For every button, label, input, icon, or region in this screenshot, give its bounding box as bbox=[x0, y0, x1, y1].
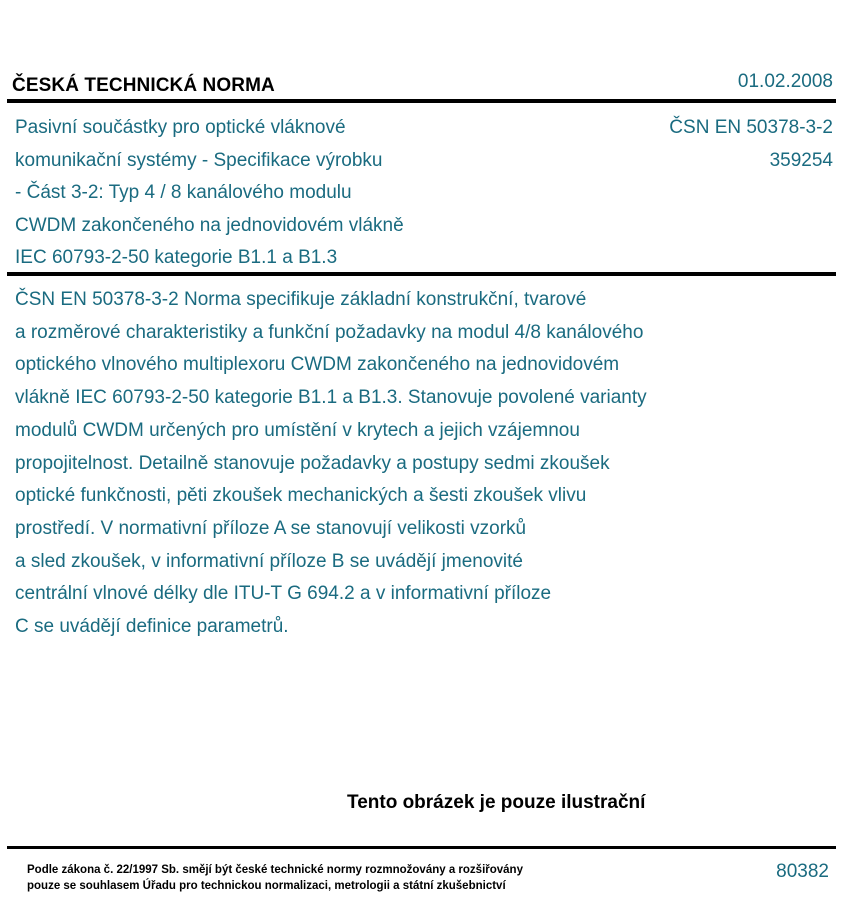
legal-line: pouze se souhlasem Úřadu pro technickou normalizaci, metrologii a státní zkušebnictví bbox=[27, 880, 506, 892]
abstract-line: prostředí. V normativní příloze A se stanovují velikosti vzorků bbox=[15, 517, 527, 539]
standard-title bbox=[15, 112, 404, 275]
title-line: IEC 60793-2-50 kategorie B1.1 a B1.3 bbox=[15, 247, 338, 268]
title-line: Pasivní součástky pro optické vláknové bbox=[15, 117, 346, 138]
footer-rule bbox=[7, 846, 836, 849]
standard-number: ČSN EN 50378-3-2 bbox=[669, 117, 833, 138]
document-heading: ČESKÁ TECHNICKÁ NORMA bbox=[12, 75, 275, 96]
catalog-number: 80382 bbox=[776, 861, 829, 882]
legal-line: Podle zákona č. 22/1997 Sb. smějí být české technické normy rozmnožovány a rozšiřovány bbox=[27, 864, 523, 876]
title-line: komunikační systémy - Specifikace výrobku bbox=[15, 149, 383, 171]
classification-code: 359254 bbox=[769, 149, 833, 171]
abstract-line: a rozměrové charakteristiky a funkční požadavky na modul 4/8 kanálového bbox=[15, 321, 644, 343]
abstract-line: optického vlnového multiplexoru CWDM zakončeného na jednovidovém bbox=[15, 354, 620, 376]
title-line: CWDM zakončeného na jednovidovém vlákně bbox=[15, 214, 404, 236]
footer-legal-notice bbox=[27, 862, 523, 894]
title-line: - Část 3-2: Typ 4 / 8 kanálového modulu bbox=[15, 182, 352, 203]
header-rule bbox=[7, 99, 836, 103]
section-rule bbox=[7, 272, 836, 276]
abstract-text bbox=[15, 284, 795, 644]
abstract-line: optické funkčnosti, pěti zkoušek mechanických a šesti zkoušek vlivu bbox=[15, 485, 587, 507]
standard-identifiers bbox=[669, 112, 833, 177]
abstract-line: vlákně IEC 60793-2-50 kategorie B1.1 a B1.3. Stanovuje povolené varianty bbox=[15, 387, 647, 409]
abstract-line: C se uvádějí definice parametrů. bbox=[15, 616, 289, 638]
publication-date: 01.02.2008 bbox=[737, 71, 833, 92]
abstract-line: modulů CWDM určených pro umístění v krytech a jejich vzájemnou bbox=[15, 419, 580, 441]
illustration-note: Tento obrázek je pouze ilustrační bbox=[347, 792, 646, 813]
abstract-line: centrální vlnové délky dle ITU-T G 694.2 a v informativní příloze bbox=[15, 583, 552, 605]
abstract-line: ČSN EN 50378-3-2 Norma specifikuje základní konstrukční, tvarové bbox=[15, 289, 587, 310]
abstract-line: propojitelnost. Detailně stanovuje požadavky a postupy sedmi zkoušek bbox=[15, 452, 610, 474]
abstract-line: a sled zkoušek, v informativní příloze B se uvádějí jmenovité bbox=[15, 550, 523, 572]
